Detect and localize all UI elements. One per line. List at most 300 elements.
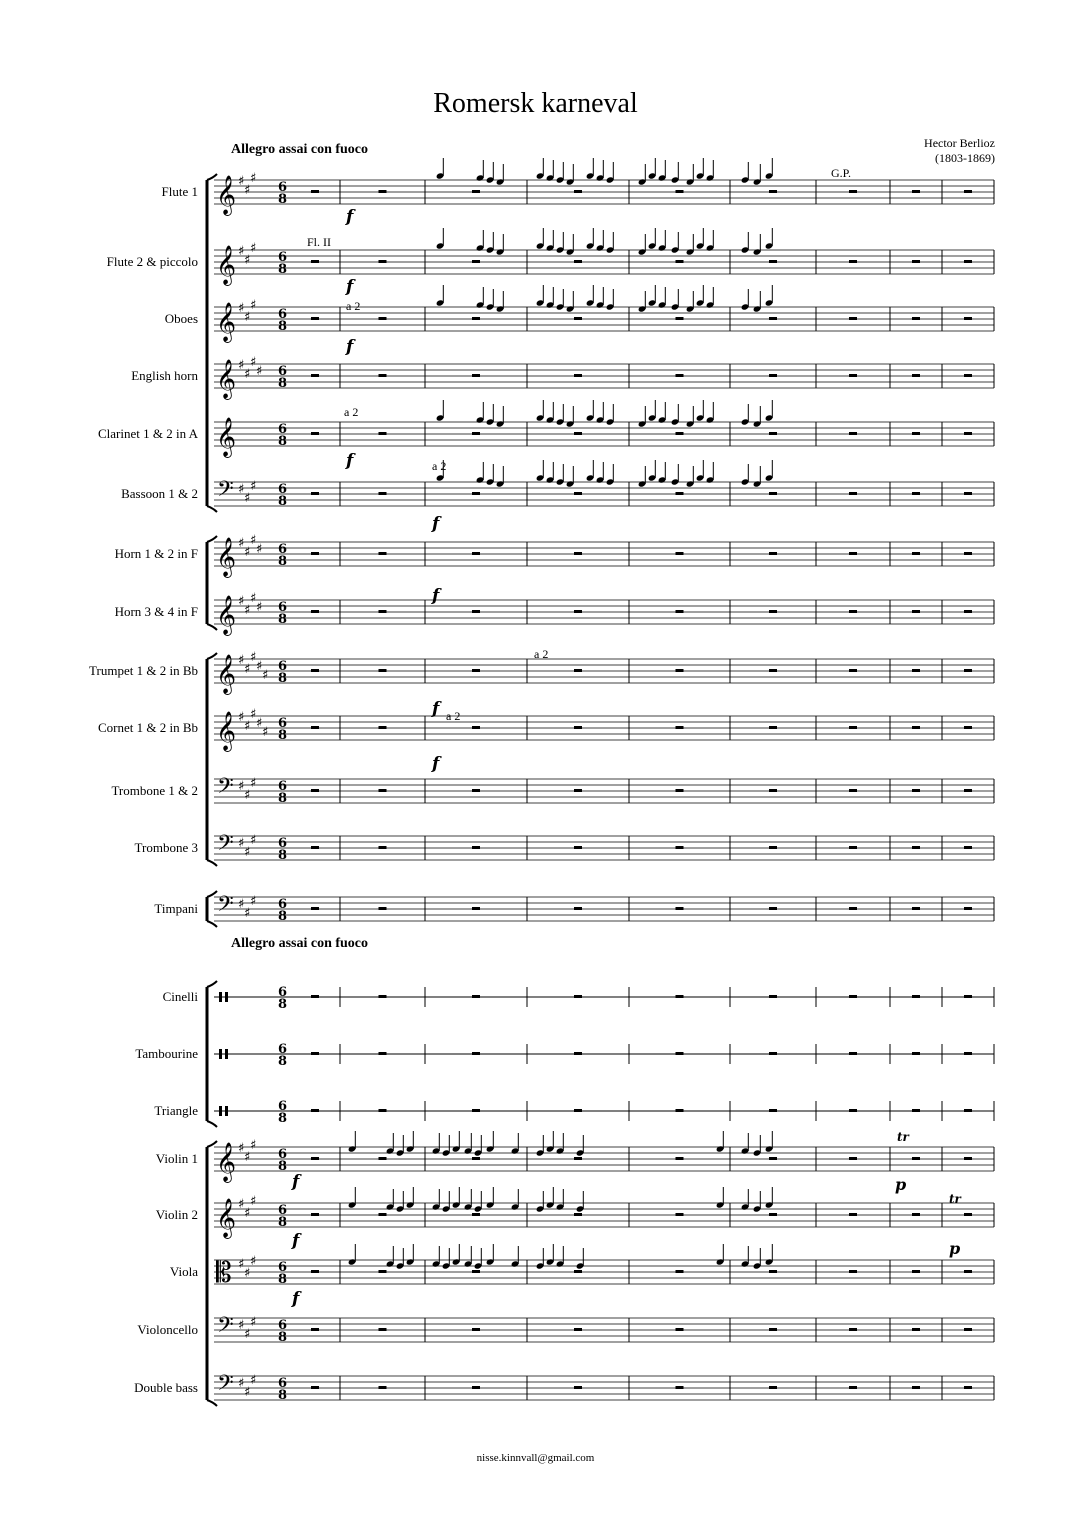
sharp-icon: ♯ [244, 1150, 251, 1165]
measure-rest [379, 1386, 387, 1389]
measure-rest [676, 846, 684, 849]
treble-clef-icon: 𝄞 [216, 417, 237, 457]
sharp-icon: ♯ [238, 1376, 245, 1391]
measure-rest [311, 669, 319, 672]
dynamic-piano: p [949, 1239, 961, 1258]
sharp-icon: ♯ [244, 845, 251, 860]
measure-rest [676, 995, 684, 998]
sharp-icon: ♯ [256, 542, 263, 557]
measure-rest [574, 789, 582, 792]
measure-rest [472, 1213, 480, 1216]
measure-rest [676, 317, 684, 320]
measure-rest [849, 610, 857, 613]
measure-rest [472, 432, 480, 435]
measure-rest [912, 1328, 920, 1331]
sharp-icon: ♯ [238, 594, 245, 609]
instrument-label: Horn 1 & 2 in F [114, 546, 198, 561]
measure-rest [379, 907, 387, 910]
sharp-icon: ♯ [244, 545, 251, 560]
bass-clef-icon: 𝄢 [217, 892, 234, 922]
time-signature-numerator: 6 [278, 364, 288, 379]
measure-rest [849, 789, 857, 792]
measure-rest [964, 552, 972, 555]
measure-rest [769, 552, 777, 555]
measure-rest [574, 669, 582, 672]
measure-rest [472, 995, 480, 998]
measure-rest [769, 995, 777, 998]
time-signature-numerator: 6 [278, 542, 288, 557]
alto-clef-icon: 𝄡 [216, 1256, 232, 1289]
measure-rest [769, 1109, 777, 1112]
measure-rest [676, 1386, 684, 1389]
measure-rest [964, 726, 972, 729]
sharp-icon: ♯ [262, 725, 269, 740]
measure-rest [472, 610, 480, 613]
measure-rest [769, 669, 777, 672]
measure-rest [849, 1386, 857, 1389]
measure-rest [379, 610, 387, 613]
measure-rest [311, 1109, 319, 1112]
sharp-icon: ♯ [244, 310, 251, 325]
measure-rest [379, 1213, 387, 1216]
sharp-icon: ♯ [250, 833, 257, 848]
instrument-label: Bassoon 1 & 2 [121, 486, 198, 501]
percussion-bracket-bottom [207, 1121, 217, 1127]
measure-rest [574, 432, 582, 435]
measure-rest [769, 190, 777, 193]
measure-rest [676, 726, 684, 729]
measure-rest [379, 1157, 387, 1160]
sharp-icon: ♯ [250, 479, 257, 494]
time-signature-numerator: 6 [278, 897, 288, 912]
sharp-icon: ♯ [256, 364, 263, 379]
measure-rest [472, 669, 480, 672]
measure-rest [311, 726, 319, 729]
instrument-label: Oboes [164, 311, 198, 326]
dynamic-forte: f [346, 337, 354, 357]
timpani-bracket-top [207, 891, 217, 897]
measure-rest [379, 726, 387, 729]
measure-rest [912, 995, 920, 998]
measure-rest [849, 374, 857, 377]
sharp-icon: ♯ [238, 536, 245, 551]
measure-rest [379, 552, 387, 555]
dynamic-forte: f [346, 207, 354, 227]
measure-rest [574, 1386, 582, 1389]
instrument-label: Cinelli [162, 989, 198, 1004]
sharp-icon: ♯ [250, 1254, 257, 1269]
sharp-icon: ♯ [238, 1197, 245, 1212]
measure-rest [676, 907, 684, 910]
time-signature-denominator: 8 [278, 319, 288, 334]
measure-rest [912, 432, 920, 435]
measure-rest [676, 552, 684, 555]
sharp-icon: ♯ [250, 776, 257, 791]
measure-rest [676, 610, 684, 613]
time-signature-denominator: 8 [278, 997, 288, 1012]
instrument-label: Viola [169, 1264, 198, 1279]
measure-rest [574, 1157, 582, 1160]
dynamic-forte: f [432, 699, 440, 719]
measure-rest [379, 432, 387, 435]
measure-rest [311, 907, 319, 910]
measure-rest [311, 610, 319, 613]
measure-rest [472, 190, 480, 193]
sharp-icon: ♯ [244, 906, 251, 921]
measure-rest [472, 552, 480, 555]
measure-rest [676, 374, 684, 377]
sharp-icon: ♯ [250, 1315, 257, 1330]
measure-rest [769, 907, 777, 910]
sharp-icon: ♯ [244, 1266, 251, 1281]
measure-rest [311, 492, 319, 495]
measure-rest [849, 317, 857, 320]
time-signature-numerator: 6 [278, 985, 288, 1000]
measure-rest [676, 190, 684, 193]
measure-rest [311, 1386, 319, 1389]
measure-rest [574, 1052, 582, 1055]
sharp-icon: ♯ [238, 244, 245, 259]
measure-rest [964, 190, 972, 193]
measure-rest [379, 846, 387, 849]
time-signature-denominator: 8 [278, 434, 288, 449]
measure-rest [849, 1213, 857, 1216]
measure-rest [379, 260, 387, 263]
measure-rest [849, 432, 857, 435]
treble-clef-icon: 𝄞 [216, 537, 237, 577]
time-signature-numerator: 6 [278, 307, 288, 322]
time-signature-numerator: 6 [278, 250, 288, 265]
instrument-label: Horn 3 & 4 in F [114, 604, 198, 619]
measure-rest [849, 726, 857, 729]
flute-ii-mark: Fl. II [307, 235, 331, 249]
measure-rest [849, 1270, 857, 1273]
measure-rest [912, 907, 920, 910]
measure-rest [912, 1052, 920, 1055]
measure-rest [676, 260, 684, 263]
measure-rest [769, 846, 777, 849]
measure-rest [379, 1052, 387, 1055]
sharp-icon: ♯ [244, 1385, 251, 1400]
measure-rest [379, 995, 387, 998]
measure-rest [574, 492, 582, 495]
measure-rest [311, 1328, 319, 1331]
dynamic-forte: f [292, 1289, 300, 1309]
measure-rest [574, 1270, 582, 1273]
measure-rest [676, 1270, 684, 1273]
time-signature-denominator: 8 [278, 1388, 288, 1403]
time-signature-denominator: 8 [278, 192, 288, 207]
instrument-label: Trombone 3 [134, 840, 198, 855]
measure-rest [472, 1328, 480, 1331]
time-signature-numerator: 6 [278, 422, 288, 437]
measure-rest [964, 260, 972, 263]
percussion-clef-icon [219, 992, 222, 1002]
measure-rest [964, 907, 972, 910]
sharp-icon: ♯ [244, 183, 251, 198]
instrument-label: Flute 2 & piccolo [106, 254, 198, 269]
bass-clef-icon: 𝄢 [217, 774, 234, 804]
measure-rest [769, 1213, 777, 1216]
bass-clef-icon: 𝄢 [217, 1371, 234, 1401]
measure-rest [311, 1052, 319, 1055]
measure-rest [849, 846, 857, 849]
score-title: Romersk karneval [433, 88, 638, 119]
measure-rest [964, 374, 972, 377]
measure-rest [676, 1157, 684, 1160]
treble-clef-icon: 𝄞 [216, 175, 237, 215]
trill-mark: tr [897, 1130, 909, 1144]
sharp-icon: ♯ [238, 710, 245, 725]
time-signature-denominator: 8 [278, 1215, 288, 1230]
measure-rest [574, 726, 582, 729]
measure-rest [964, 432, 972, 435]
measure-rest [964, 1109, 972, 1112]
measure-rest [964, 1213, 972, 1216]
dynamic-forte: f [432, 514, 440, 534]
sharp-icon: ♯ [244, 1327, 251, 1342]
measure-rest [964, 995, 972, 998]
measure-rest [769, 1328, 777, 1331]
measure-rest [574, 1328, 582, 1331]
percussion-clef-icon [225, 1049, 228, 1059]
measure-rest [769, 789, 777, 792]
measure-rest [912, 1270, 920, 1273]
measure-rest [472, 492, 480, 495]
measure-rest [849, 260, 857, 263]
measure-rest [574, 995, 582, 998]
sharp-icon: ♯ [250, 1194, 257, 1209]
time-signature-numerator: 6 [278, 1099, 288, 1114]
instrument-label: Tambourine [135, 1046, 198, 1061]
measure-rest [311, 432, 319, 435]
measure-rest [769, 726, 777, 729]
measure-rest [472, 907, 480, 910]
measure-rest [769, 260, 777, 263]
time-signature-numerator: 6 [278, 1318, 288, 1333]
measure-rest [574, 1109, 582, 1112]
time-signature-denominator: 8 [278, 848, 288, 863]
sharp-icon: ♯ [244, 662, 251, 677]
time-signature-denominator: 8 [278, 1159, 288, 1174]
percussion-clef-icon [225, 1106, 228, 1116]
instrument-label: Cornet 1 & 2 in Bb [97, 720, 198, 735]
treble-clef-icon: 𝄞 [216, 711, 237, 751]
measure-rest [912, 1386, 920, 1389]
sharp-icon: ♯ [244, 491, 251, 506]
measure-rest [912, 789, 920, 792]
general-pause-mark: G.P. [831, 166, 852, 180]
percussion-clef-icon [219, 1049, 222, 1059]
percussion-clef-icon [219, 1106, 222, 1116]
sharp-icon: ♯ [262, 668, 269, 683]
time-signature-numerator: 6 [278, 1260, 288, 1275]
measure-rest [379, 492, 387, 495]
sharp-icon: ♯ [238, 897, 245, 912]
dynamic-forte: f [292, 1231, 300, 1251]
measure-rest [849, 1052, 857, 1055]
measure-rest [311, 995, 319, 998]
sharp-icon: ♯ [256, 716, 263, 731]
measure-rest [311, 846, 319, 849]
treble-clef-icon: 𝄞 [216, 595, 237, 635]
measure-rest [769, 374, 777, 377]
measure-rest [769, 1270, 777, 1273]
sharp-icon: ♯ [256, 600, 263, 615]
measure-rest [311, 1213, 319, 1216]
sharp-icon: ♯ [244, 719, 251, 734]
measure-rest [379, 669, 387, 672]
measure-rest [472, 1052, 480, 1055]
measure-rest [379, 374, 387, 377]
dynamic-piano: p [895, 1175, 907, 1194]
sharp-icon: ♯ [250, 241, 257, 256]
strings-bracket-bottom [207, 1400, 217, 1406]
sharp-icon: ♯ [250, 591, 257, 606]
percussion-clef-icon [225, 992, 228, 1002]
dynamic-forte: f [432, 754, 440, 774]
measure-rest [311, 1157, 319, 1160]
measure-rest [964, 610, 972, 613]
measure-rest [964, 1386, 972, 1389]
measure-rest [676, 789, 684, 792]
dynamic-forte: f [346, 277, 354, 297]
measure-rest [849, 190, 857, 193]
measure-rest [311, 552, 319, 555]
measure-rest [379, 190, 387, 193]
sharp-icon: ♯ [250, 707, 257, 722]
measure-rest [676, 1052, 684, 1055]
sharp-icon: ♯ [238, 1257, 245, 1272]
sharp-icon: ♯ [238, 482, 245, 497]
time-signature-numerator: 6 [278, 659, 288, 674]
sharp-icon: ♯ [238, 1141, 245, 1156]
time-signature-numerator: 6 [278, 1042, 288, 1057]
measure-rest [912, 1213, 920, 1216]
measure-rest [472, 1386, 480, 1389]
measure-rest [574, 610, 582, 613]
tempo-mark-percussion: Allegro assai con fuoco [231, 936, 369, 951]
bass-clef-icon: 𝄢 [217, 1313, 234, 1343]
time-signature-numerator: 6 [278, 600, 288, 615]
measure-rest [849, 552, 857, 555]
sharp-icon: ♯ [250, 171, 257, 186]
measure-rest [574, 552, 582, 555]
measure-rest [676, 492, 684, 495]
sharp-icon: ♯ [244, 367, 251, 382]
sharp-icon: ♯ [250, 894, 257, 909]
sharp-icon: ♯ [256, 659, 263, 674]
measure-rest [912, 190, 920, 193]
sharp-icon: ♯ [250, 355, 257, 370]
measure-rest [311, 190, 319, 193]
footer-email: nisse.kinnvall@gmail.com [476, 1452, 595, 1464]
measure-rest [769, 492, 777, 495]
time-signature-denominator: 8 [278, 376, 288, 391]
measure-rest [311, 317, 319, 320]
measure-rest [849, 1328, 857, 1331]
instrument-label: Timpani [154, 901, 198, 916]
measure-rest [912, 317, 920, 320]
treble-clef-icon: 𝄞 [216, 245, 237, 285]
time-signature-numerator: 6 [278, 1203, 288, 1218]
a2-mark: a 2 [346, 299, 361, 313]
measure-rest [912, 260, 920, 263]
treble-clef-icon: 𝄞 [216, 654, 237, 694]
time-signature-denominator: 8 [278, 494, 288, 509]
measure-rest [311, 789, 319, 792]
sharp-icon: ♯ [238, 301, 245, 316]
measure-rest [676, 1328, 684, 1331]
time-signature-numerator: 6 [278, 1147, 288, 1162]
brass-bracket-bottom [207, 860, 217, 866]
time-signature-denominator: 8 [278, 671, 288, 686]
measure-rest [472, 1109, 480, 1112]
sharp-icon: ♯ [244, 1206, 251, 1221]
measure-rest [574, 260, 582, 263]
measure-rest [472, 260, 480, 263]
measure-rest [574, 1213, 582, 1216]
sharp-icon: ♯ [244, 603, 251, 618]
measure-rest [964, 669, 972, 672]
measure-rest [676, 1109, 684, 1112]
measure-rest [849, 995, 857, 998]
measure-rest [472, 317, 480, 320]
percussion-bracket-top [207, 981, 217, 987]
measure-rest [472, 374, 480, 377]
time-signature-numerator: 6 [278, 716, 288, 731]
time-signature-denominator: 8 [278, 612, 288, 627]
sharp-icon: ♯ [238, 358, 245, 373]
sharp-icon: ♯ [250, 298, 257, 313]
a2-mark: a 2 [534, 647, 549, 661]
sharp-icon: ♯ [244, 788, 251, 803]
instrument-label: Violin 1 [155, 1151, 198, 1166]
measure-rest [769, 1386, 777, 1389]
tempo-mark-top: Allegro assai con fuoco [231, 142, 369, 157]
measure-rest [964, 846, 972, 849]
time-signature-numerator: 6 [278, 482, 288, 497]
measure-rest [964, 789, 972, 792]
measure-rest [964, 1270, 972, 1273]
instrument-label: English horn [131, 368, 198, 383]
time-signature-denominator: 8 [278, 1111, 288, 1126]
dynamic-forte: f [292, 1172, 300, 1192]
time-signature-denominator: 8 [278, 554, 288, 569]
instrument-label: Double bass [134, 1380, 198, 1395]
measure-rest [574, 907, 582, 910]
measure-rest [311, 1270, 319, 1273]
time-signature-denominator: 8 [278, 791, 288, 806]
measure-rest [912, 492, 920, 495]
treble-clef-icon: 𝄞 [216, 302, 237, 342]
timpani-bracket-bottom [207, 921, 217, 927]
measure-rest [676, 432, 684, 435]
measure-rest [769, 317, 777, 320]
sharp-icon: ♯ [238, 779, 245, 794]
measure-rest [574, 374, 582, 377]
time-signature-numerator: 6 [278, 779, 288, 794]
measure-rest [769, 610, 777, 613]
instrument-label: Violin 2 [155, 1207, 198, 1222]
measure-rest [912, 1109, 920, 1112]
measure-rest [964, 1157, 972, 1160]
dynamic-forte: f [346, 451, 354, 471]
sharp-icon: ♯ [250, 1138, 257, 1153]
measure-rest [912, 374, 920, 377]
measure-rest [472, 789, 480, 792]
measure-rest [964, 1328, 972, 1331]
